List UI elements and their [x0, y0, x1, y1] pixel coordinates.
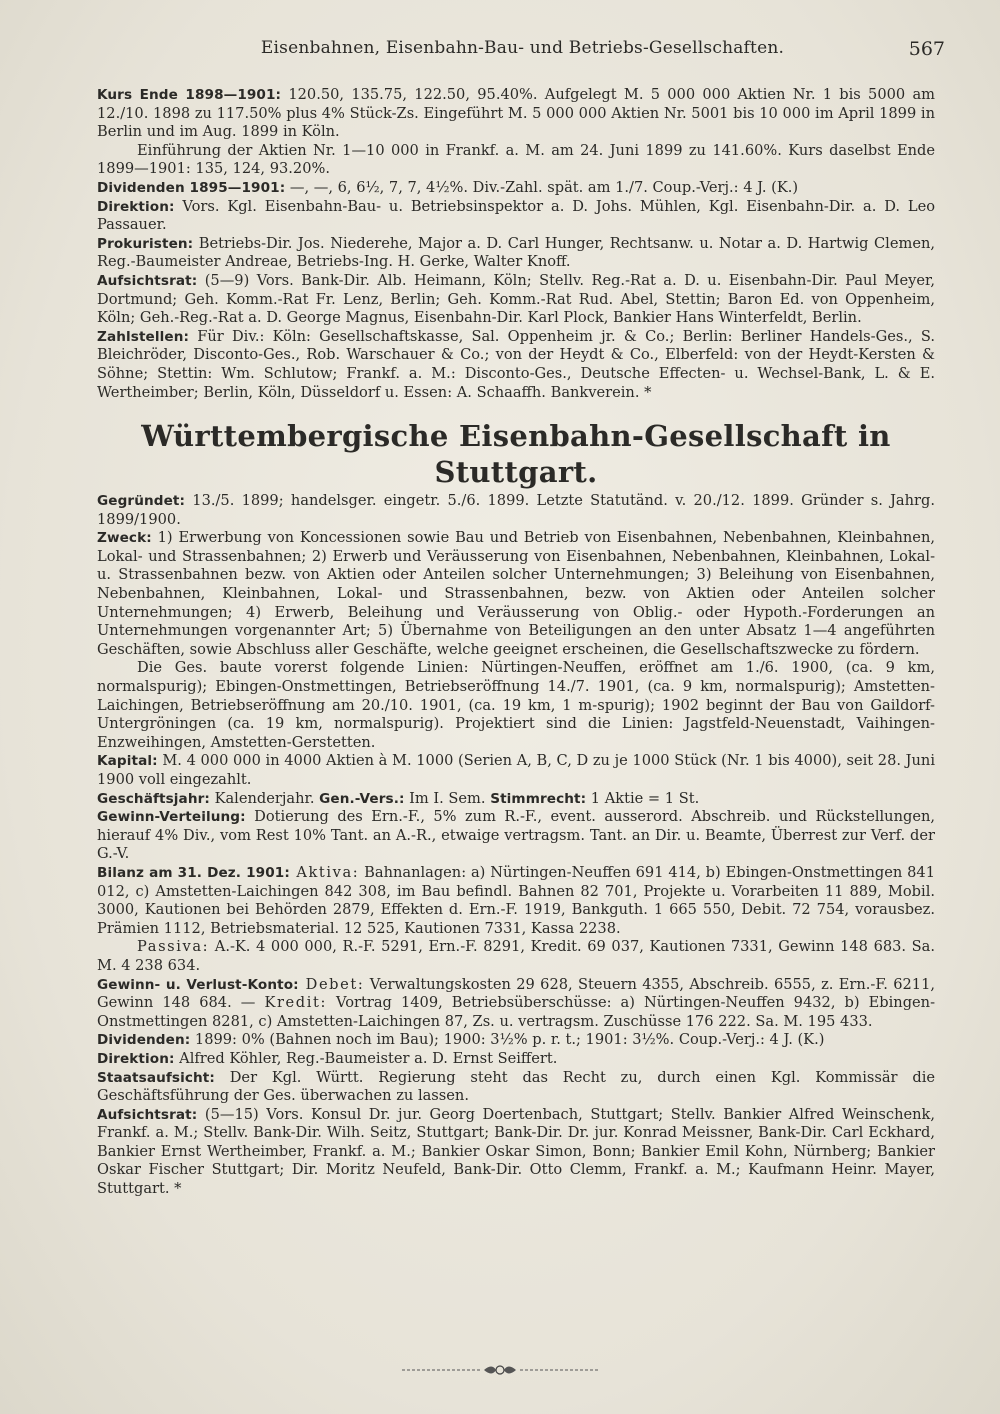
aufsichtsrat2-entry: Aufsichtsrat: (5—15) Vors. Konsul Dr. jur. Georg Doertenbach, Stuttgart; Stellv. Bankier Alfred Weinschenk, Frankf. a. M.; Stellv. Bank-Dir. Wilh. Seitz, Stuttgart; Bank-Dir. Dr. jur. Konrad Meissner, Bank-Dir. Carl Eckhard, Bankier Ernst Wertheimber, Frankf. a. M.; Bankier Oskar Simon, Bonn; Bankier Emil Kohn, Nürnberg; Bankier Oskar Fischer Stuttgart; Dir. Moritz Neufeld, Bank-Dir. Otto Clemm, Frankf. a. M.; Kaufmann Heinr. Mayer, Stuttgart. *	[97, 1105, 935, 1198]
einfuehrung-entry: Einführung der Aktien Nr. 1—10 000 in Frankf. a. M. am 24. Juni 1899 zu 141.60%. Kurs daselbst Ende 1899—1901: 135, 124, 93.20%.	[97, 141, 935, 178]
bilanz-entry: Bilanz am 31. Dez. 1901: Aktiva: Bahnanlagen: a) Nürtingen-Neuffen 691 414, b) Ebingen-Onstmettingen 841 012, c) Amstetten-Laichingen 842 308, im Bau befindl. Bahnen 82 701, Projekte u. Vorarbeiten 11 889, Mobil. 3000, Kautionen bei Behörden 2879, Effekten d. Ern.-F. 1919, Bankguth. 1 665 550, Debit. 72 754, vorausbez. Prämien 1112, Betriebsmaterial. 12 525, Kautionen 7331, Kassa 2238.	[97, 863, 935, 937]
gegruendet-entry: Gegründet: 13./5. 1899; handelsger. eingetr. 5./6. 1899. Letzte Statutänd. v. 20./12. 1899. Gründer s. Jahrg. 1899/1900.	[97, 492, 935, 528]
staatsaufsicht-entry: Staatsaufsicht: Der Kgl. Württ. Regierung steht das Recht zu, durch einen Kgl. Kommissär die Geschäftsführung der Ges. überwachen zu lassen.	[97, 1068, 935, 1105]
passiva-entry: Passiva: A.-K. 4 000 000, R.-F. 5291, Ern.-F. 8291, Kredit. 69 037, Kautionen 7331, Gewinn 148 683. Sa. M. 4 238 634.	[97, 938, 935, 974]
page-header	[100, 38, 945, 62]
geschaeftsjahr-entry: Geschäftsjahr: Kalenderjahr. Gen.-Vers.: Im I. Sem. Stimmrecht: 1 Aktie = 1 St.	[97, 789, 700, 807]
gewinn-verteilung-entry: Gewinn-Verteilung: Dotierung des Ern.-F., 5% zum R.-F., event. ausserord. Abschreib. und Rückstellungen, hierauf 4% Div., vom Rest 10% Tant. an A.-R., etwaige vertragsm. Tant. an Dir. u. Beamte, Überrest zur Verf. der G.-V.	[97, 808, 935, 863]
kapital-entry: Kapital: M. 4 000 000 in 4000 Aktien à M. 1000 (Serien A, B, C, D zu je 1000 Stück (Nr. 1 bis 4000), seit 28. Juni 1900 voll eingezahlt.	[97, 752, 935, 788]
dividenden-entry: Dividenden 1895—1901: —, —, 6, 6½, 7, 7, 4½%. Div.-Zahl. spät. am 1./7. Coup.-Verj.: 4 J. (K.)	[97, 178, 799, 196]
linien-entry: Die Ges. baute vorerst folgende Linien: Nürtingen-Neuffen, eröffnet am 1./6. 1900, (ca. 9 km, normalspurig); Ebingen-Onstmettingen, Betriebseröffnung 14./7. 1901, (ca. 9 km, normalspurig); Amstetten-Laichingen, Betriebseröffnung am 20./10. 1901, (ca. 19 km, 1 m-spurig); 1902 beginnt der Bau von Gaildorf-Untergröningen (ca. 19 km, normalspurig). Projektiert sind die Linien: Jagstfeld-Neuenstadt, Vaihingen-Enzweihingen, Amstetten-Gerstetten.	[97, 659, 935, 751]
zweck-entry: Zweck: 1) Erwerbung von Koncessionen sowie Bau und Betrieb von Eisenbahnen, Nebenbahnen, Kleinbahnen, Lokal- und Strassenbahnen; 2) Erwerb und Veräusserung von Eisenbahnen, Nebenbahnen, Kleinbahnen, Lokal- u. Strassenbahnen bezw. von Aktien oder Anteilen solcher Unternehmungen; 3) Beleihung von Eisenbahnen, Nebenbahnen, Kleinbahnen, Lokal- und Strassenbahnen, bezw. von Aktien oder Anteilen solcher Unternehmungen; 4) Erwerb, Beleihung und Veräusserung von Oblig.- oder Hypoth.-Forderungen an Unternehmungen vorgenannter Art; 5) Übernahme von Beteiligungen an den unter Absatz 1—4 angeführten Geschäften, sowie Abschluss aller Geschäfte, welche geeignet erscheinen, die Gesellschaftszwecke zu fördern.	[97, 529, 935, 658]
dividenden2-entry: Dividenden: 1899: 0% (Bahnen noch im Bau); 1900: 3½% p. r. t.; 1901: 3½%. Coup.-Verj.: 4 J. (K.)	[97, 1031, 825, 1049]
running-head: Eisenbahnen, Eisenbahn-Bau- und Betriebs-Gesellschaften.	[260, 38, 785, 58]
page-content	[97, 86, 935, 1199]
direktion2-entry: Direktion: Alfred Köhler, Reg.-Baumeister a. D. Ernst Seiffert.	[97, 1049, 558, 1067]
page-number: 567	[908, 38, 945, 60]
prokuristen-entry: Prokuristen: Betriebs-Dir. Jos. Niederehe, Major a. D. Carl Hunger, Rechtsanw. u. Notar a. D. Hartwig Clemen, Reg.-Baumeister Andreae, Betriebs-Ing. H. Gerke, Walter Knoff.	[97, 234, 935, 271]
company-title: Württembergische Eisenbahn-Gesellschaft in Stuttgart.	[141, 419, 891, 490]
zahlstellen-entry: Zahlstellen: Für Div.: Köln: Gesellschaftskasse, Sal. Oppenheim jr. & Co.; Berlin: Berliner Handels-Ges., S. Bleichröder, Disconto-Ges., Rob. Warschauer & Co.; von der Heydt & Co., Elberfeld: von der Heydt-Kersten & Söhne; Stettin: Wm. Schlutow; Frankf. a. M.: Disconto-Ges., Deutsche Effecten- u. Wechsel-Bank, L. & E. Wertheimber; Berlin, Köln, Düsseldorf u. Essen: A. Schaaffh. Bankverein. *	[97, 327, 935, 401]
aufsichtsrat-entry: Aufsichtsrat: (5—9) Vors. Bank-Dir. Alb. Heimann, Köln; Stellv. Reg.-Rat a. D. u. Eisenbahn-Dir. Paul Meyer, Dortmund; Geh. Komm.-Rat Fr. Lenz, Berlin; Geh. Komm.-Rat Rud. Abel, Stettin; Baron Ed. von Oppenheim, Köln; Geh.-Reg.-Rat a. D. George Magnus, Eisenbahn-Dir. Karl Plock, Bankier Hans Winterfeldt, Berlin.	[97, 271, 935, 327]
decorative-rule-icon	[400, 1361, 600, 1379]
direktion-entry: Direktion: Vors. Kgl. Eisenbahn-Bau- u. Betriebsinspektor a. D. Johs. Mühlen, Kgl. Eisenbahn-Dir. a. D. Leo Passauer.	[97, 197, 935, 234]
gewinn-verlust-entry: Gewinn- u. Verlust-Konto: Debet: Verwaltungskosten 29 628, Steuern 4355, Abschreib. 6555, z. Ern.-F. 6211, Gewinn 148 684. — Kredit: Vortrag 1409, Betriebsüberschüsse: a) Nürtingen-Neuffen 9432, b) Ebingen-Onstmettingen 8281, c) Amstetten-Laichingen 87, Zs. u. vertragsm. Zuschüsse 176 222. Sa. M. 195 433.	[97, 975, 936, 1030]
kurs-entry: Kurs Ende 1898—1901: 120.50, 135.75, 122.50, 95.40%. Aufgelegt M. 5 000 000 Aktien Nr. 1 bis 5000 am 12./10. 1898 zu 117.50% plus 4% Stück-Zs. Eingeführt M. 5 000 000 Aktien Nr. 5001 bis 10 000 im April 1899 in Berlin und im Aug. 1899 in Köln.	[97, 86, 935, 141]
